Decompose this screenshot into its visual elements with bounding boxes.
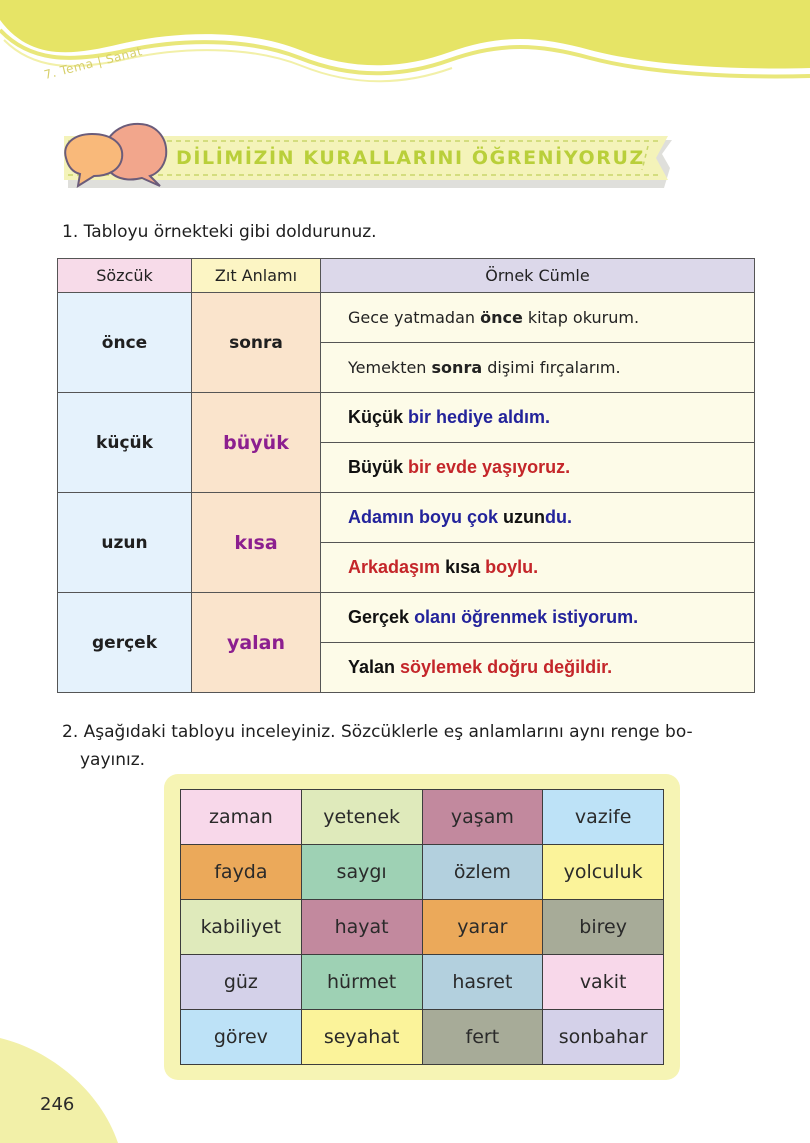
word-tile[interactable]: güz [181, 955, 302, 1010]
word-tile[interactable]: yetenek [301, 790, 422, 845]
synonym-grid [180, 789, 664, 1065]
example-sentence-answer[interactable] [321, 593, 755, 643]
word-tile[interactable]: hayat [301, 900, 422, 955]
sentence-part: dişimi fırçalarım. [482, 358, 621, 377]
sentence-part: uzun [503, 507, 546, 527]
sentence-part: Arkadaşım [348, 557, 446, 577]
section-banner [60, 120, 680, 200]
word-tile[interactable]: sonbahar [543, 1010, 664, 1065]
word-tile[interactable]: özlem [422, 845, 543, 900]
sentence-part: Gece yatmadan [348, 308, 481, 327]
column-header-opposite: Zıt Anlamı [192, 259, 321, 293]
word-tile[interactable]: vazife [543, 790, 664, 845]
word-tile[interactable]: yolculuk [543, 845, 664, 900]
sentence-part: Yalan [348, 657, 401, 677]
word-tile[interactable]: kabiliyet [181, 900, 302, 955]
word-tile[interactable]: fert [422, 1010, 543, 1065]
example-sentence-answer[interactable] [321, 643, 755, 693]
grid-row [181, 790, 664, 845]
table-row [58, 293, 755, 343]
section-title: DİLİMİZİN KURALLARINI ÖĞRENİYORUZ [176, 147, 645, 169]
example-sentence-answer[interactable] [321, 443, 755, 493]
word-tile[interactable]: zaman [181, 790, 302, 845]
table-row [58, 493, 755, 543]
sentence-part: Gerçek [348, 607, 415, 627]
sentence-part: söylemek doğru değildir. [400, 657, 613, 677]
sentence-part: du. [545, 507, 573, 527]
grid-row [181, 845, 664, 900]
sentence-part: bir hediye aldım. [408, 407, 551, 427]
word-tile[interactable]: hasret [422, 955, 543, 1010]
word-tile[interactable]: hürmet [301, 955, 422, 1010]
sentence-keyword: önce [480, 308, 523, 327]
sentence-part: kitap okurum. [522, 308, 640, 327]
column-header-example: Örnek Cümle [321, 259, 755, 293]
example-sentence [321, 293, 755, 343]
sentence-keyword: sonra [431, 358, 483, 377]
sentence-part: boylu. [480, 557, 539, 577]
grid-row [181, 900, 664, 955]
opposite-answer[interactable]: büyük [192, 393, 321, 493]
word-tile[interactable]: birey [543, 900, 664, 955]
example-sentence-answer[interactable] [321, 493, 755, 543]
opposite-cell: sonra [192, 293, 321, 393]
opposite-answer[interactable]: kısa [192, 493, 321, 593]
question-1-prompt: 1. Tabloyu örnekteki gibi doldurunuz. [62, 222, 377, 242]
word-tile[interactable]: yarar [422, 900, 543, 955]
word-tile[interactable]: fayda [181, 845, 302, 900]
sentence-part: Küçük [348, 407, 409, 427]
word-tile[interactable]: saygı [301, 845, 422, 900]
word-cell: küçük [58, 393, 192, 493]
table-row [58, 393, 755, 443]
page-number: 246 [40, 1094, 75, 1115]
question-2-prompt [62, 718, 762, 774]
question-2-line-2: yayınız. [80, 750, 146, 770]
example-sentence [321, 343, 755, 393]
example-sentence-answer[interactable] [321, 543, 755, 593]
example-sentence-answer[interactable] [321, 393, 755, 443]
theme-label: 7. Tema | Sanat [42, 44, 144, 82]
word-cell: uzun [58, 493, 192, 593]
opposite-answer[interactable]: yalan [192, 593, 321, 693]
table-header-row [58, 259, 755, 293]
word-cell: önce [58, 293, 192, 393]
word-tile[interactable]: yaşam [422, 790, 543, 845]
word-tile[interactable]: vakit [543, 955, 664, 1010]
antonym-table [57, 258, 755, 693]
top-wave-decoration [0, 0, 810, 90]
word-cell: gerçek [58, 593, 192, 693]
word-tile[interactable]: seyahat [301, 1010, 422, 1065]
sentence-part: kısa [445, 557, 481, 577]
grid-row [181, 955, 664, 1010]
table-row [58, 593, 755, 643]
grid-row [181, 1010, 664, 1065]
question-2-line-1: 2. Aşağıdaki tabloyu inceleyiniz. Sözcüklerle eş anlamlarını aynı renge bo- [62, 722, 693, 742]
sentence-part: Yemekten [348, 358, 432, 377]
sentence-part: bir evde yaşıyoruz. [408, 457, 571, 477]
sentence-part: olanı öğrenmek istiyorum. [414, 607, 639, 627]
sentence-part: Adamın boyu çok [348, 507, 504, 527]
word-tile[interactable]: görev [181, 1010, 302, 1065]
sentence-part: Büyük [348, 457, 409, 477]
corner-decoration [0, 1030, 130, 1143]
column-header-word: Sözcük [58, 259, 192, 293]
